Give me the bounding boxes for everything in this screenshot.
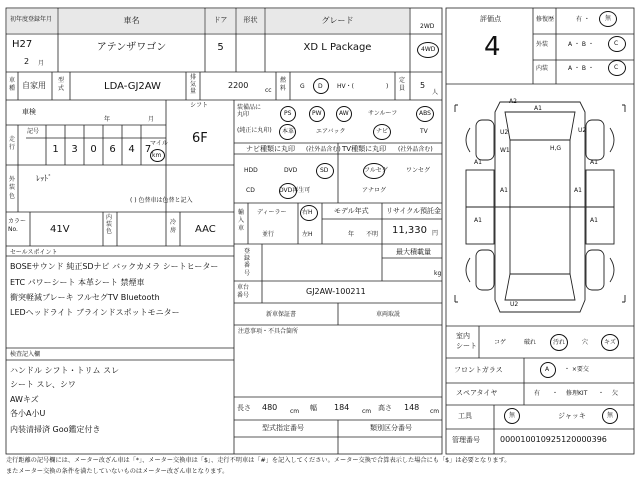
mileage-code-label: 記号 [27, 128, 40, 135]
chassis-label: 車台 番号 [237, 284, 250, 300]
management-label: 管理番号 [452, 436, 480, 444]
displacement: 2200 [228, 81, 249, 90]
equipment-leather: 本革 [282, 128, 295, 135]
import-label: 輸 入 車 [238, 209, 245, 232]
spare-missing: 欠 [612, 390, 619, 397]
windshield-text: ・ ×要交 [564, 366, 589, 373]
spare-sep: ・ [598, 390, 605, 397]
warranty-manual: 車両取説 [376, 311, 401, 318]
seat-burn: コゲ [494, 339, 507, 346]
recycle-label: リサイクル預託金 [386, 207, 442, 215]
spare-kit: 修理KIT [566, 390, 588, 397]
inspector-line: シート スレ、シワ [10, 380, 76, 389]
car-name-label: 車名 [123, 16, 140, 25]
exterior-mark: C [614, 40, 619, 47]
management-number: 000010010925120000396 [500, 435, 607, 444]
reg-month-unit: 月 [38, 60, 45, 67]
exterior-color-label: 外 装 色 [9, 176, 16, 200]
jack-label: ジャッキ [558, 412, 586, 420]
damage-mark: A1 [474, 159, 482, 166]
seat-scratch: キズ [604, 339, 616, 346]
cc-unit: cc [265, 87, 272, 94]
shift-label: シフト [190, 102, 209, 109]
fuel-g: G [300, 83, 305, 90]
inspection-month-unit: 月 [148, 116, 155, 123]
color-code: 41V [50, 224, 70, 235]
navi-dvd: DVD [284, 167, 298, 174]
ac-value: AAC [195, 224, 216, 235]
equipment-airbag: エアバック [316, 128, 346, 135]
recycle-value: 11,330 [392, 225, 427, 236]
inspector-line: 内装清掃済 Goo鑑定付き [10, 425, 101, 434]
footer-note-2: またメーター交換の条件を満たしていないものはメーター改ざん車となります。 [6, 468, 229, 475]
navi-cd: CD [246, 187, 255, 194]
capacity-unit: 人 [432, 89, 439, 96]
tv-title: TV種類に丸印 [342, 145, 387, 153]
color-note: ( ) 色替車は色替と記入 [130, 197, 193, 204]
model-year-unit: 年 [348, 231, 355, 238]
notes-label: 注意事項・不具合箇所 [238, 328, 299, 335]
import-left: 左H [302, 231, 313, 238]
interior-label: 内装 [536, 65, 549, 72]
equipment-abs: ABS [419, 110, 431, 117]
door-label: ドア [213, 16, 228, 24]
equipment-sunroof: サンルーフ [368, 110, 398, 117]
tv-oneseg: ワンセグ [406, 167, 431, 174]
model-label: 型 式 [58, 77, 65, 92]
max-load-label: 最大積載量 [396, 248, 431, 256]
shape-label: 形状 [243, 16, 258, 24]
damage-mark: A1 [500, 187, 508, 194]
interior-mark: C [614, 64, 619, 71]
mileage-label: 走 行 [9, 136, 16, 151]
fuel-d: D [318, 83, 323, 90]
fuel-label: 燃 料 [280, 77, 287, 92]
damage-mark: A1 [590, 217, 598, 224]
equipment-navi: ナビ [376, 128, 389, 135]
damage-mark: U2 [510, 301, 519, 308]
inspector-line: 各小A小U [10, 409, 46, 418]
tv-fullseg: フルセグ [364, 167, 388, 174]
model-year-label: モデル年式 [334, 207, 369, 215]
model-year-unknown: 不明 [366, 231, 379, 238]
navi-hdd: HDD [244, 167, 258, 174]
equipment-subtitle: (純正に丸印) [237, 127, 272, 134]
shift-value: 6F [192, 131, 208, 146]
reg-date-label: 初年度登録年月 [10, 16, 53, 23]
mileage-digit: 6 [109, 144, 116, 155]
tv-subtitle: (社外品含む) [398, 146, 433, 153]
damage-mark: W1 [500, 147, 510, 154]
mileage-digit: 7 [144, 144, 152, 155]
damage-mark: A1 [534, 105, 542, 112]
height-label: 高さ [378, 404, 392, 412]
repair-no: 無 [605, 15, 612, 22]
width-unit: cm [362, 408, 372, 415]
import-parallel: 並行 [262, 231, 275, 238]
length-unit: cm [290, 408, 300, 415]
max-load-unit: kg [434, 270, 442, 277]
footer-note-1: 走行距離の記号欄には、メーター改ざん車は「*」、メーター交換車は「$」、走行不明車は「#」を記入してください。メーター交換で合算表示した場合にも「$」は必要となります。 [6, 457, 511, 464]
length-value: 480 [262, 403, 278, 412]
mileage-digit: 0 [90, 144, 97, 155]
seat-label: 室内 シート [456, 332, 477, 350]
damage-mark: H,G [550, 145, 562, 152]
warranty-new-car: 新車保証書 [266, 311, 297, 318]
damage-mark: A1 [474, 217, 482, 224]
equipment-tv: TV [420, 128, 428, 135]
windshield-label: フロントガラス [454, 366, 503, 374]
drive-2wd: 2WD [420, 23, 435, 30]
repair-label: 修復歴 [536, 16, 555, 23]
sales-line: LEDヘッドライト ブラインドスポットモニター [10, 308, 180, 317]
damage-mark: U2 [578, 127, 587, 134]
equipment-ps: PS [284, 110, 292, 117]
seat-tear: 破れ [524, 339, 537, 346]
damage-mark: U2 [500, 129, 509, 136]
sales-line: ETC パワーシート 本革シート 禁煙車 [10, 278, 145, 287]
fuel-hv: HV・( [337, 83, 354, 90]
tools-label: 工具 [458, 412, 472, 420]
chassis-number: GJ2AW-100211 [306, 287, 366, 296]
repair-yes: 有 ・ [576, 16, 590, 23]
navi-title: ナビ種類に丸印 [246, 145, 295, 153]
damage-mark: A1 [590, 159, 598, 166]
reg-number-label: 登 録 番 号 [244, 248, 251, 277]
inspector-title: 検査記入欄 [10, 351, 41, 358]
equipment-pw: PW [312, 110, 322, 117]
spare-sep: ・ [552, 390, 559, 397]
recycle-unit: 円 [432, 230, 439, 237]
seat-hole: 穴 [582, 339, 589, 346]
damage-mark: A1 [574, 187, 582, 194]
seat-stain: 汚れ [553, 339, 566, 346]
width-value: 184 [334, 403, 350, 412]
class-number-label: 類別区分番号 [370, 424, 412, 432]
inspection-year-unit: 年 [104, 116, 111, 123]
mileage-digit: 1 [52, 144, 59, 155]
ac-label: 冷 房 [170, 219, 177, 234]
car-name: アテンザワゴン [96, 42, 167, 53]
navi-dvd-play: DVD再生可 [279, 187, 311, 194]
interior-grades: A ・ B ・ [568, 65, 594, 72]
capacity-label: 定 員 [399, 77, 406, 92]
exterior-color: ﾚｯﾄﾞ [36, 174, 52, 183]
jack-mark: 無 [607, 412, 614, 419]
inspection-label: 車検 [22, 108, 36, 116]
length-label: 長さ [237, 404, 251, 412]
width-label: 幅 [310, 404, 317, 412]
navi-subtitle: (社外品含む) [306, 146, 341, 153]
fuel-close: ) [386, 83, 389, 90]
capacity: 5 [420, 81, 426, 90]
grade-value: XD L Package [303, 42, 372, 53]
drive-4wd: 4WD [421, 46, 436, 53]
model-code: LDA-GJ2AW [104, 81, 161, 92]
tv-analog: アナログ [362, 187, 387, 194]
exterior-label: 外装 [536, 41, 549, 48]
tools-mark: 無 [509, 412, 516, 419]
sales-line: 衝突軽減ブレーキ フルセグTV Bluetooth [10, 293, 160, 302]
spare-label: スペアタイヤ [456, 389, 498, 397]
grade-label: グレード [321, 16, 354, 25]
navi-sd: SD [320, 167, 329, 174]
inspector-line: ハンドル シフト・トリム スレ [10, 366, 120, 375]
score-label: 評価点 [480, 15, 501, 23]
door-count: 5 [217, 42, 224, 53]
windshield-mark: A [545, 366, 550, 373]
score-value: 4 [484, 32, 501, 62]
import-right: 右H [302, 209, 313, 216]
km-unit: km [152, 152, 162, 159]
mile-unit: マイル [150, 140, 168, 147]
equipment-aw: AW [339, 110, 349, 117]
damage-mark: A2 [509, 98, 517, 105]
type-cert-label: 型式指定番号 [262, 424, 304, 432]
equipment-title: 装備品に 丸印 [237, 104, 262, 119]
height-value: 148 [404, 403, 420, 412]
mileage-digit: 3 [71, 144, 78, 155]
displacement-label: 排 気 量 [190, 74, 197, 96]
exterior-grades: A ・ B ・ [568, 41, 594, 48]
mileage-digit: 4 [128, 144, 135, 155]
use-type: 自家用 [22, 81, 46, 90]
car-diagram [455, 102, 625, 312]
reg-year: H27 [12, 39, 33, 50]
sales-title: セールスポイント [10, 249, 58, 256]
spare-yes: 有 [534, 390, 541, 397]
import-dealer: ディーラー [257, 209, 287, 216]
car-type-label: 車 種 [9, 77, 16, 92]
reg-month: 2 [24, 57, 30, 66]
sales-line: BOSEサウンド 純正SDナビ バックカメラ シートヒーター [10, 262, 219, 271]
interior-color-label: 内 装 色 [106, 214, 113, 236]
color-code-label: カラー No. [8, 218, 27, 234]
inspector-line: AWキズ [10, 395, 39, 404]
height-unit: cm [430, 408, 440, 415]
